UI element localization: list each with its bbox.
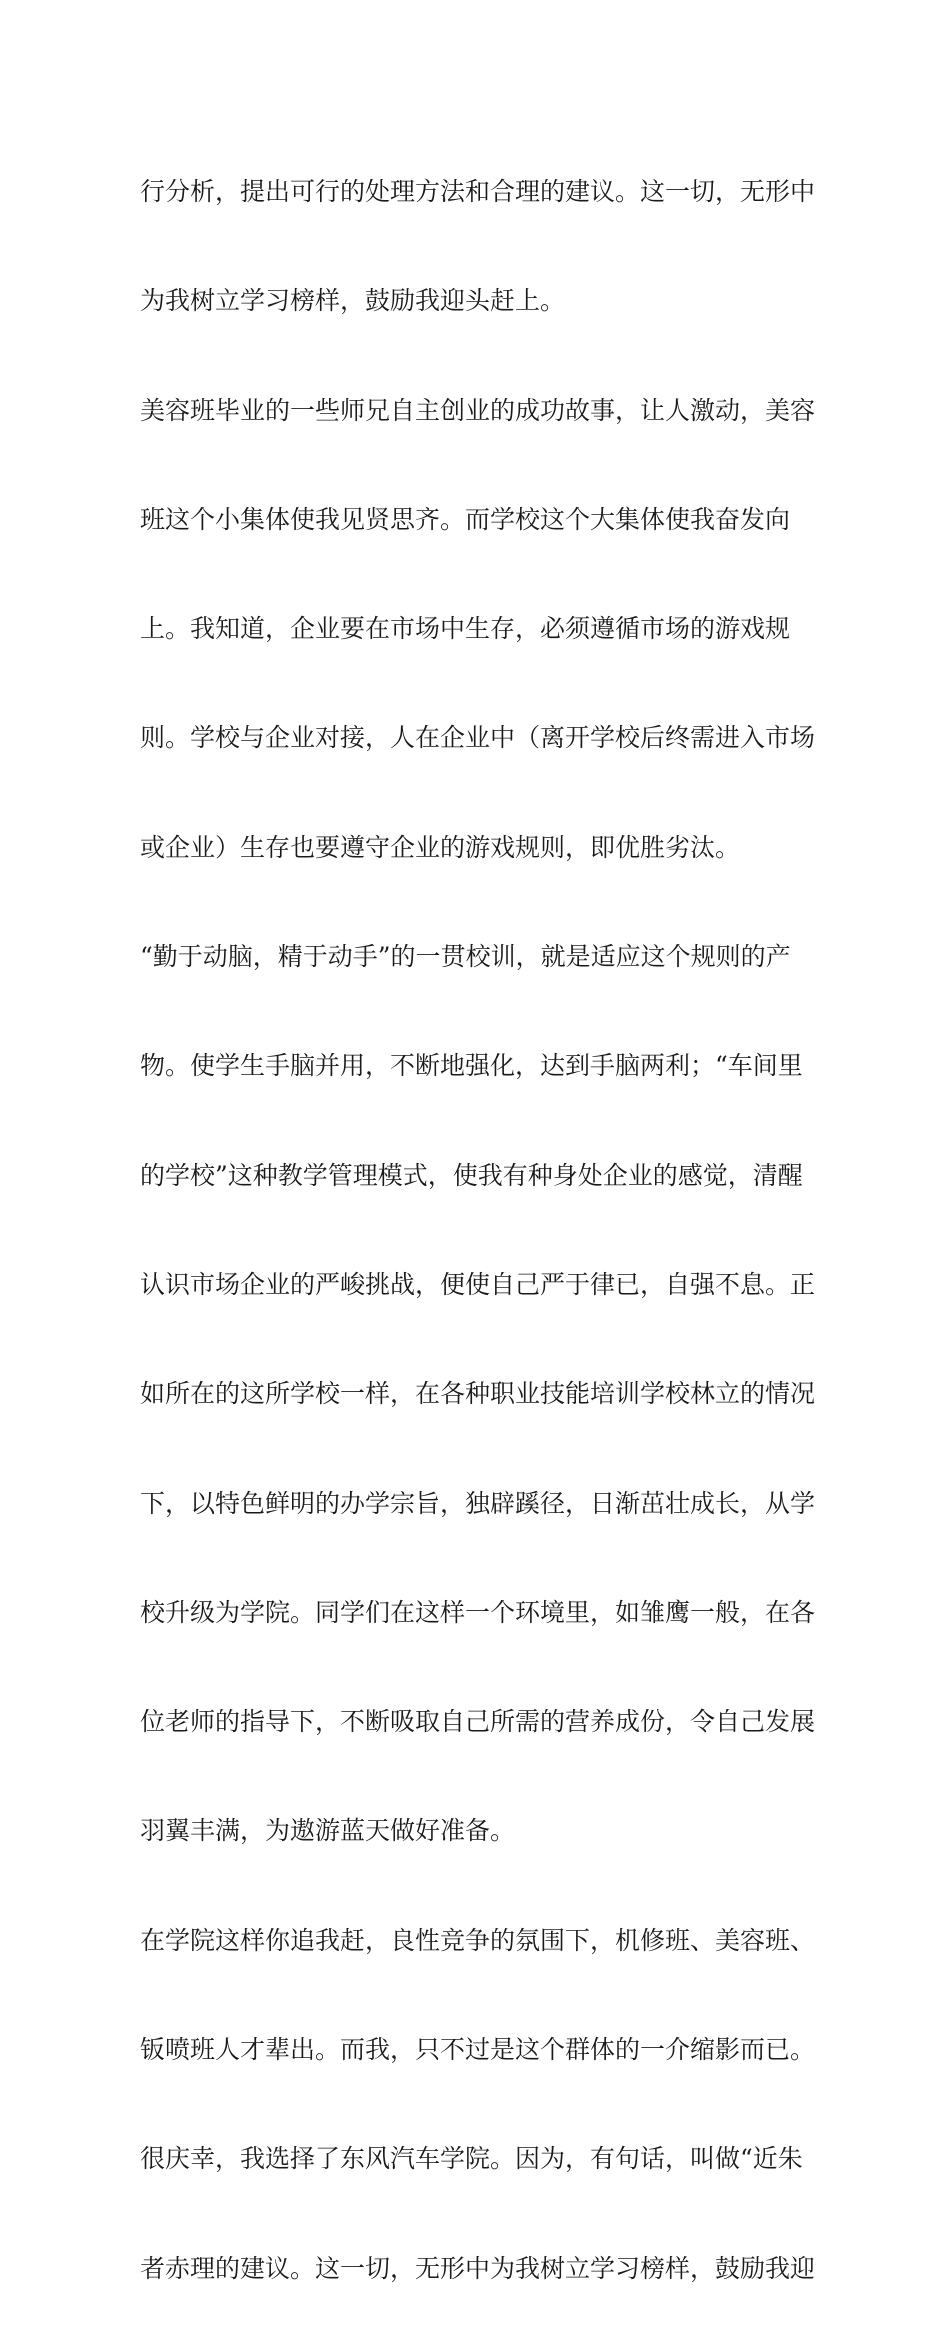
text-line: 上。我知道，企业要在市场中生存，必须遵循市场的游戏规 [140,614,791,644]
text-line: 如所在的这所学校一样，在各种职业技能培训学校林立的情况 [140,1379,816,1409]
text-line: 美容班毕业的一些师兄自主创业的成功故事，让人激动，美容 [140,395,816,425]
text-line: 物。使学生手脑并用，不断地强化，达到手脑两利；“车间里 [140,1051,803,1081]
text-line: 校升级为学院。同学们在这样一个环境里，如雏鹰一般，在各 [140,1597,816,1627]
text-line: 行分析，提出可行的处理方法和合理的建议。这一切，无形中 [140,177,816,206]
text-line: 位老师的指导下，不断吸取自己所需的营养成份，令自己发展 [140,1707,816,1737]
text-line: 下，以特色鲜明的办学宗旨，独辟蹊径，日渐茁壮成长，从学 [140,1488,816,1518]
text-line: 的学校”这种教学管理模式，使我有种身处企业的感觉，清醒 [140,1160,803,1190]
text-line: 则。学校与企业对接，人在企业中（离开学校后终需进入市场 [140,723,816,753]
text-line: 很庆幸，我选择了东风汽车学院。因为，有句话，叫做“近朱 [140,2144,803,2174]
text-line: 认识市场企业的严峻挑战，便使自己严于律已，自强不息。正 [140,1269,816,1299]
text-line: “勤于动脑，精于动手”的一贯校训，就是适应这个规则的产 [140,942,791,972]
text-line: 为我树立学习榜样，鼓励我迎头赶上。 [140,286,566,316]
text-line: 班这个小集体使我见贤思齐。而学校这个大集体使我奋发向 [140,504,791,534]
text-line: 钣喷班人才辈出。而我，只不过是这个群体的一介缩影而已。 [140,2035,816,2065]
text-line: 在学院这样你追我赶，良性竞争的氛围下，机修班、美容班、 [140,1925,816,1955]
document-body [140,108,830,2352]
text-line: 者赤理的建议。这一切，无形中为我树立学习榜样，鼓励我迎 [140,2253,816,2283]
text-line: 或企业）生存也要遵守企业的游戏规则，即优胜劣汰。 [140,832,741,862]
text-line: 羽翼丰满，为遨游蓝天做好准备。 [140,1816,516,1846]
